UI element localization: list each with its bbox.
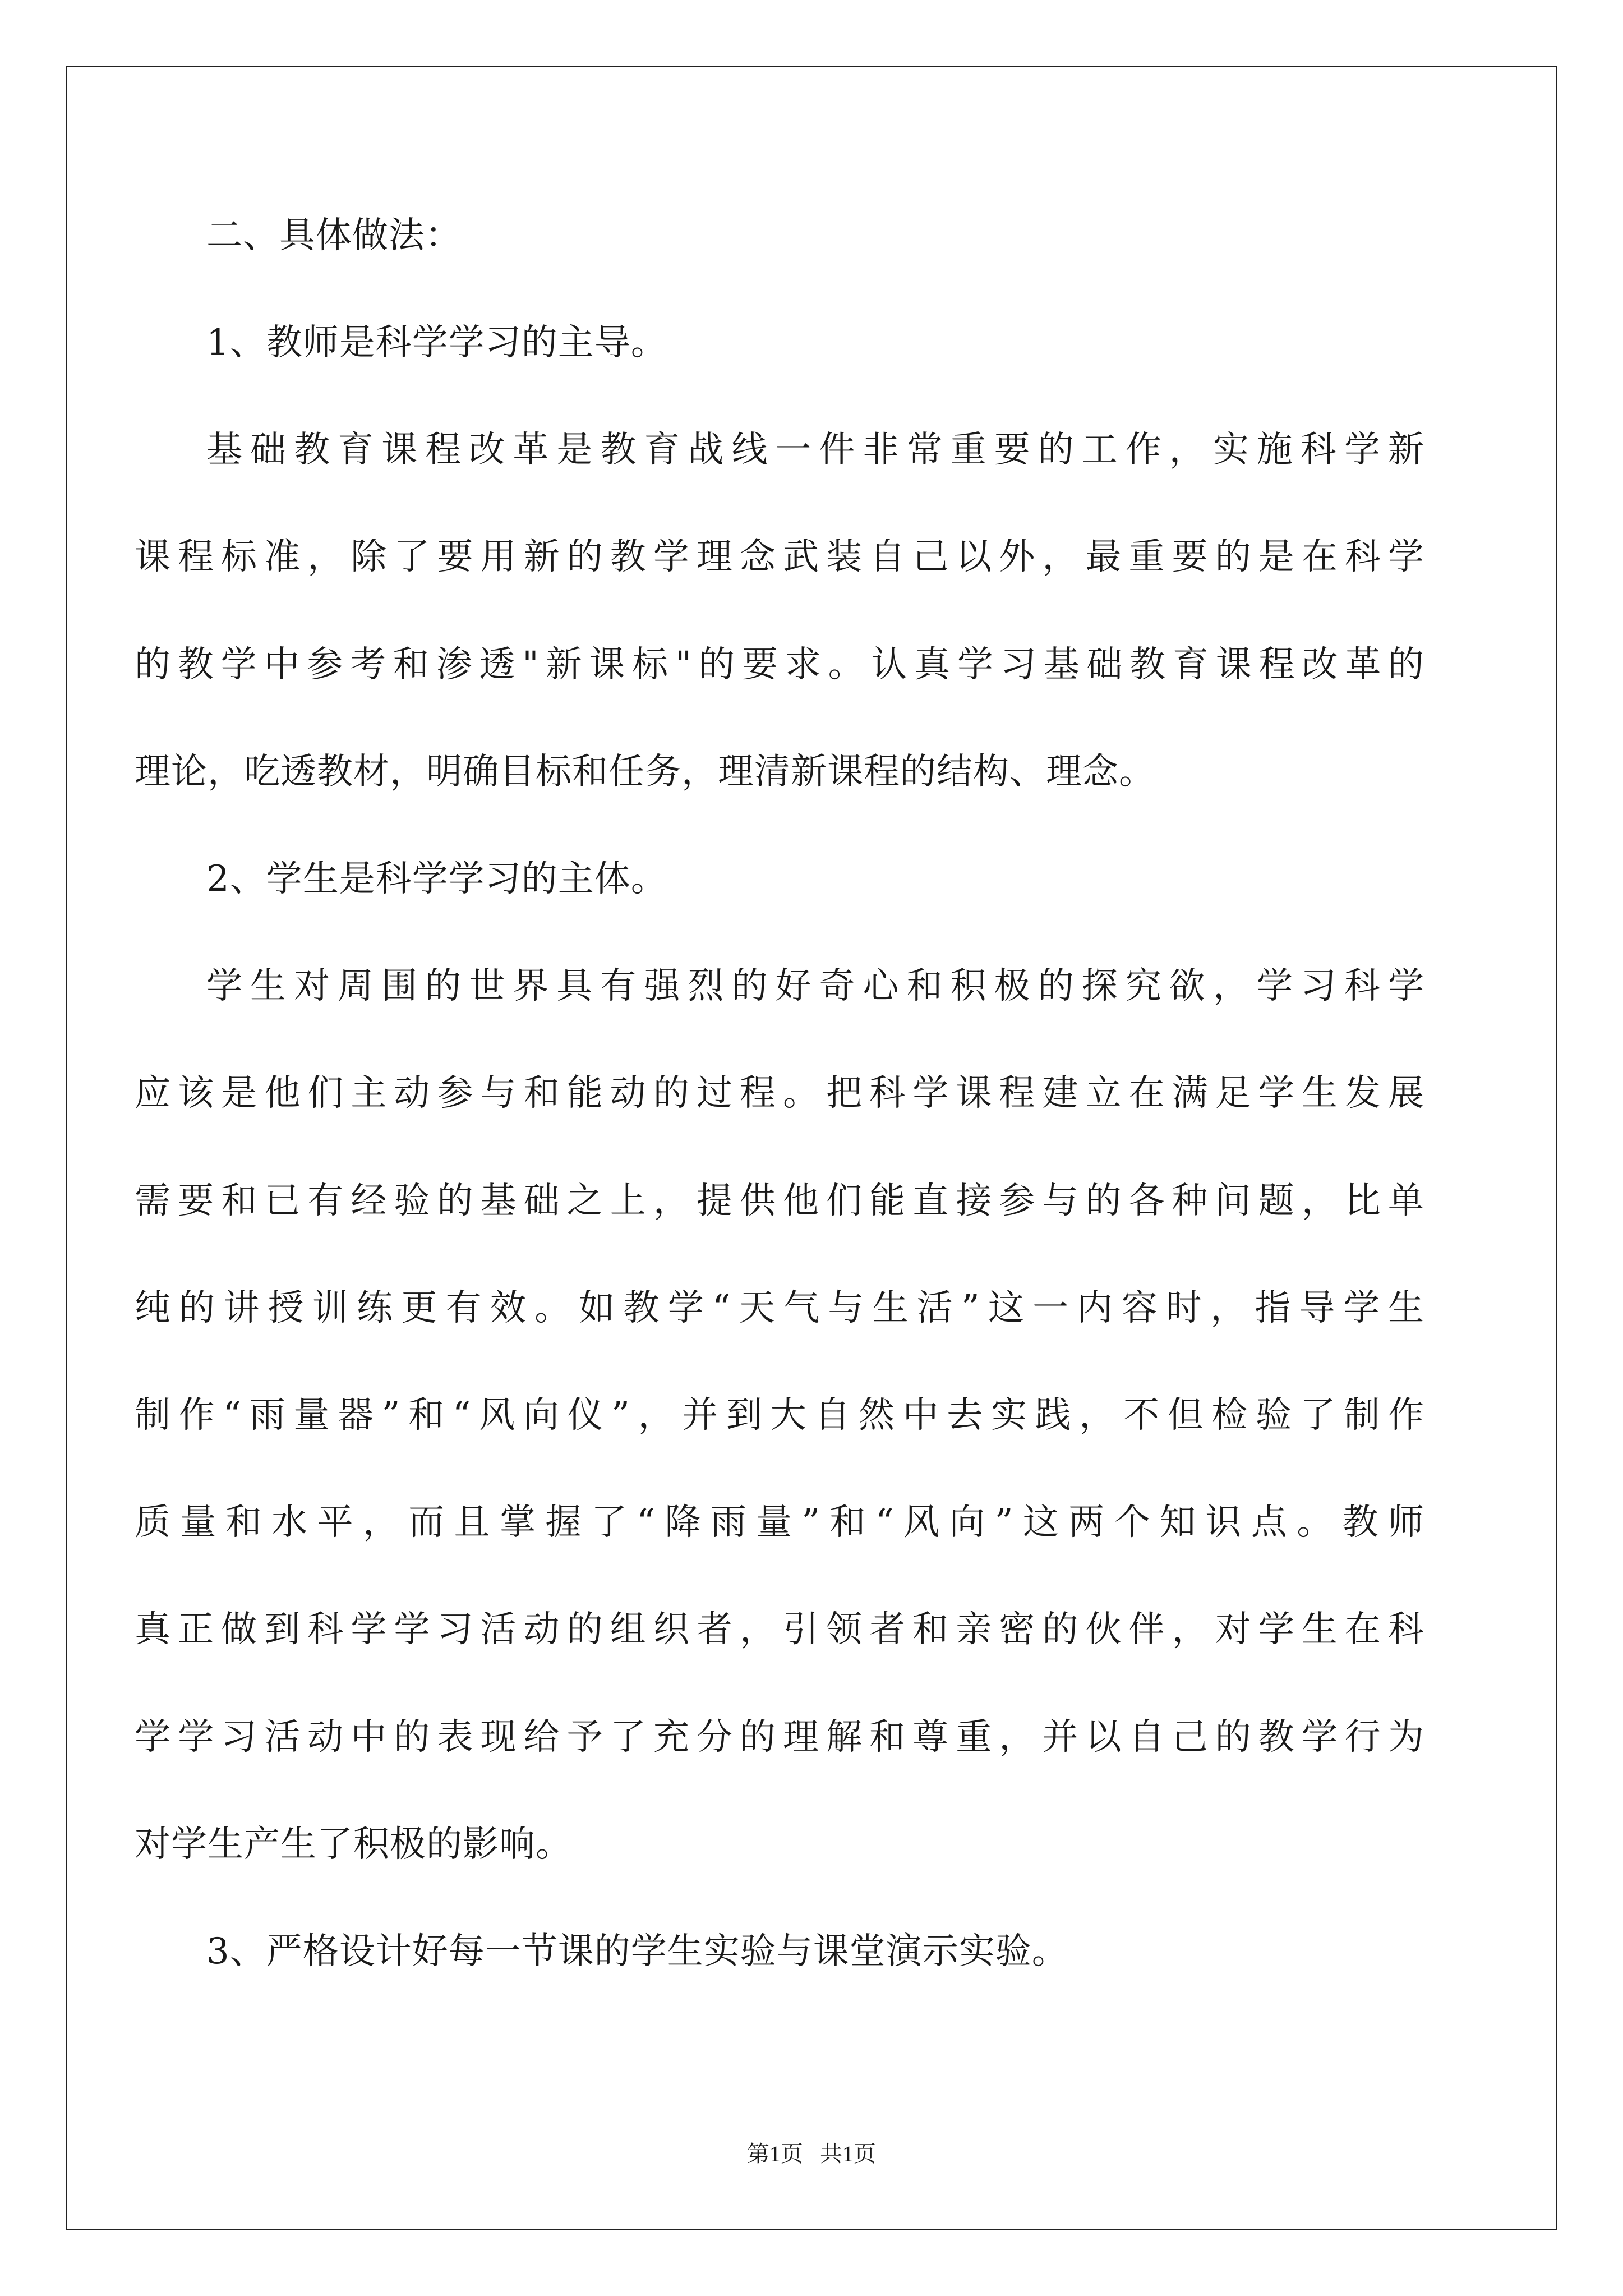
page-number: 第1页	[747, 2141, 803, 2166]
paragraph-line: 真正做到科学学习活动的组织者，引领者和亲密的伙伴，对学生在科	[135, 1609, 1424, 1650]
paragraph-line: 学生对周围的世界具有强烈的好奇心和积极的探究欲，学习科学	[206, 965, 1424, 1007]
point-heading-3: 3、严格设计好每一节课的学生实验与课堂演示实验。	[206, 1931, 1068, 1972]
paragraph-line: 学学习活动中的表现给予了充分的理解和尊重，并以自己的教学行为	[135, 1717, 1424, 1758]
point-heading-2: 2、学生是科学学习的主体。	[206, 858, 667, 900]
page-total: 共1页	[820, 2141, 876, 2166]
paragraph-line: 需要和已有经验的基础之上，提供他们能直接参与的各种问题，比单	[135, 1180, 1424, 1222]
paragraph-line: 理论，吃透教材，明确目标和任务，理清新课程的结构、理念。	[135, 751, 1155, 793]
paragraph-line: 制作“雨量器”和“风向仪”，并到大自然中去实践，不但检验了制作	[135, 1395, 1424, 1436]
page-footer	[0, 2140, 1623, 2168]
section-heading: 二、具体做法：	[206, 215, 462, 256]
paragraph-line: 课程标准，除了要用新的教学理念武装自己以外，最重要的是在科学	[135, 536, 1424, 578]
paragraph-line: 质量和水平，而且掌握了“降雨量”和“风向”这两个知识点。教师	[135, 1502, 1424, 1543]
paragraph-line: 应该是他们主动参与和能动的过程。把科学课程建立在满足学生发展	[135, 1073, 1424, 1114]
page-border	[66, 66, 1557, 2230]
point-heading-1: 1、教师是科学学习的主导。	[206, 322, 667, 364]
paragraph-line: 对学生产生了积极的影响。	[135, 1824, 572, 1865]
paragraph-line: 的教学中参考和渗透"新课标"的要求。认真学习基础教育课程改革的	[135, 644, 1424, 685]
paragraph-line: 纯的讲授训练更有效。如教学“天气与生活”这一内容时，指导学生	[135, 1287, 1424, 1329]
paragraph-line: 基础教育课程改革是教育战线一件非常重要的工作，实施科学新	[206, 429, 1424, 471]
